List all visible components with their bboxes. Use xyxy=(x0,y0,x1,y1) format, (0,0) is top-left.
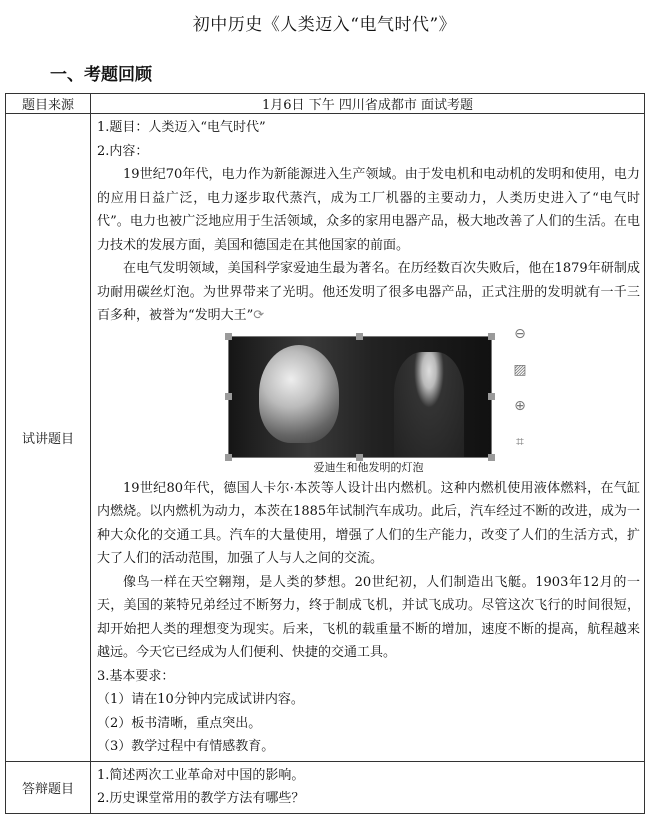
paragraph-2 xyxy=(97,257,640,328)
lecture-content xyxy=(91,114,644,761)
image-toolbar xyxy=(508,322,536,466)
image-caption: 爱迪生和他发明的灯泡 xyxy=(313,460,424,474)
rotate-handle-icon[interactable]: ⟳ xyxy=(253,308,265,323)
defense-content xyxy=(91,762,644,813)
resize-handle[interactable] xyxy=(488,333,495,340)
zoom-in-icon[interactable]: ⊕ xyxy=(514,398,526,414)
edison-photo[interactable] xyxy=(228,336,492,458)
lecture-label: 试讲题目 xyxy=(6,114,91,762)
table-row-lecture xyxy=(6,114,645,762)
resize-handle[interactable] xyxy=(225,454,232,461)
paragraph-2-text: 在电气发明领域，美国科学家爱迪生最为著名。在历经数百次失败后，他在1879年研制成功耐用碳丝灯泡。为世界带来了光明。他还发明了很多电器产品，正式注册的发明就有一千三百多种，被誉为“发明大王” xyxy=(97,261,640,323)
paragraph-1: 19世纪70年代，电力作为新能源进入生产领域。由于发电机和电动机的发明和使用，电力的应用日益广泛，电力逐步取代蒸汽，成为工厂机器的主要动力，人类历史进入了“电气时代”。电力也被广泛地应用于生活领域，众多的家用电器产品，极大地改善了人们的生活。在电力技术的发展方面，美国和德国走在其他国家的前面。 xyxy=(97,167,640,253)
requirement-2: （2）板书清晰，重点突出。 xyxy=(97,715,262,731)
defense-label: 答辩题目 xyxy=(6,761,91,813)
requirements-label: 3.基本要求： xyxy=(97,668,175,684)
resize-handle[interactable] xyxy=(356,454,363,461)
question-1: 1.简述两次工业革命对中国的影响。 xyxy=(97,767,305,783)
defense-content-cell xyxy=(91,761,645,813)
question-2: 2.历史课堂常用的教学方法有哪些？ xyxy=(97,791,305,806)
layout-options-icon[interactable]: ▨ xyxy=(513,362,527,378)
table-row-defense xyxy=(6,761,645,813)
edison-figure-image xyxy=(394,352,464,457)
crop-icon[interactable]: ⌗ xyxy=(516,434,524,450)
source-label: 题目来源 xyxy=(6,94,91,114)
resize-handle[interactable] xyxy=(225,393,232,400)
resize-handle[interactable] xyxy=(488,454,495,461)
exam-table xyxy=(5,93,645,814)
resize-handle[interactable] xyxy=(356,333,363,340)
paragraph-4: 像鸟一样在天空翱翔，是人类的梦想。20世纪初，人们制造出飞艇。1903年12月的一天，美国的莱特兄弟经过不断努力，终于制成飞机，并试飞成功。尽管这次飞行的时间很短，却开始把人类的理想变为现实。后来，飞机的载重量不断的增加，速度不断的提高，航程越来越远。今天它已经成为人们便利、快捷的交通工具。 xyxy=(97,574,640,660)
minus-circle-icon[interactable]: ⊖ xyxy=(514,326,526,342)
content-label: 2.内容： xyxy=(97,143,149,159)
requirement-3: （3）教学过程中有情感教育。 xyxy=(97,739,275,754)
section-heading: 一、考题回顾 xyxy=(50,65,152,85)
document-title: 初中历史《人类迈入“电气时代”》 xyxy=(192,15,457,35)
table-row-source xyxy=(6,94,645,114)
light-bulb-image xyxy=(259,345,339,443)
topic-line: 1.题目：人类迈入“电气时代” xyxy=(97,120,266,135)
paragraph-3: 19世纪80年代，德国人卡尔·本茨等人设计出内燃机。这种内燃机使用液体燃料，在气缸内燃烧。以内燃机为动力，本茨在1885年试制汽车成功。此后，汽车经过不断的改进，成为一种大众化的交通工具。汽车的大量使用，增强了人们的生产能力，改变了人们的生活方式，扩大了人们的活动范围，加强了人与人之间的交流。 xyxy=(97,480,640,566)
source-value: 1月6日 下午 四川省成都市 面试考题 xyxy=(91,94,645,114)
lecture-content-cell xyxy=(91,114,645,762)
resize-handle[interactable] xyxy=(225,333,232,340)
requirement-1: （1）请在10分钟内完成试讲内容。 xyxy=(97,692,304,707)
resize-handle[interactable] xyxy=(488,393,495,400)
